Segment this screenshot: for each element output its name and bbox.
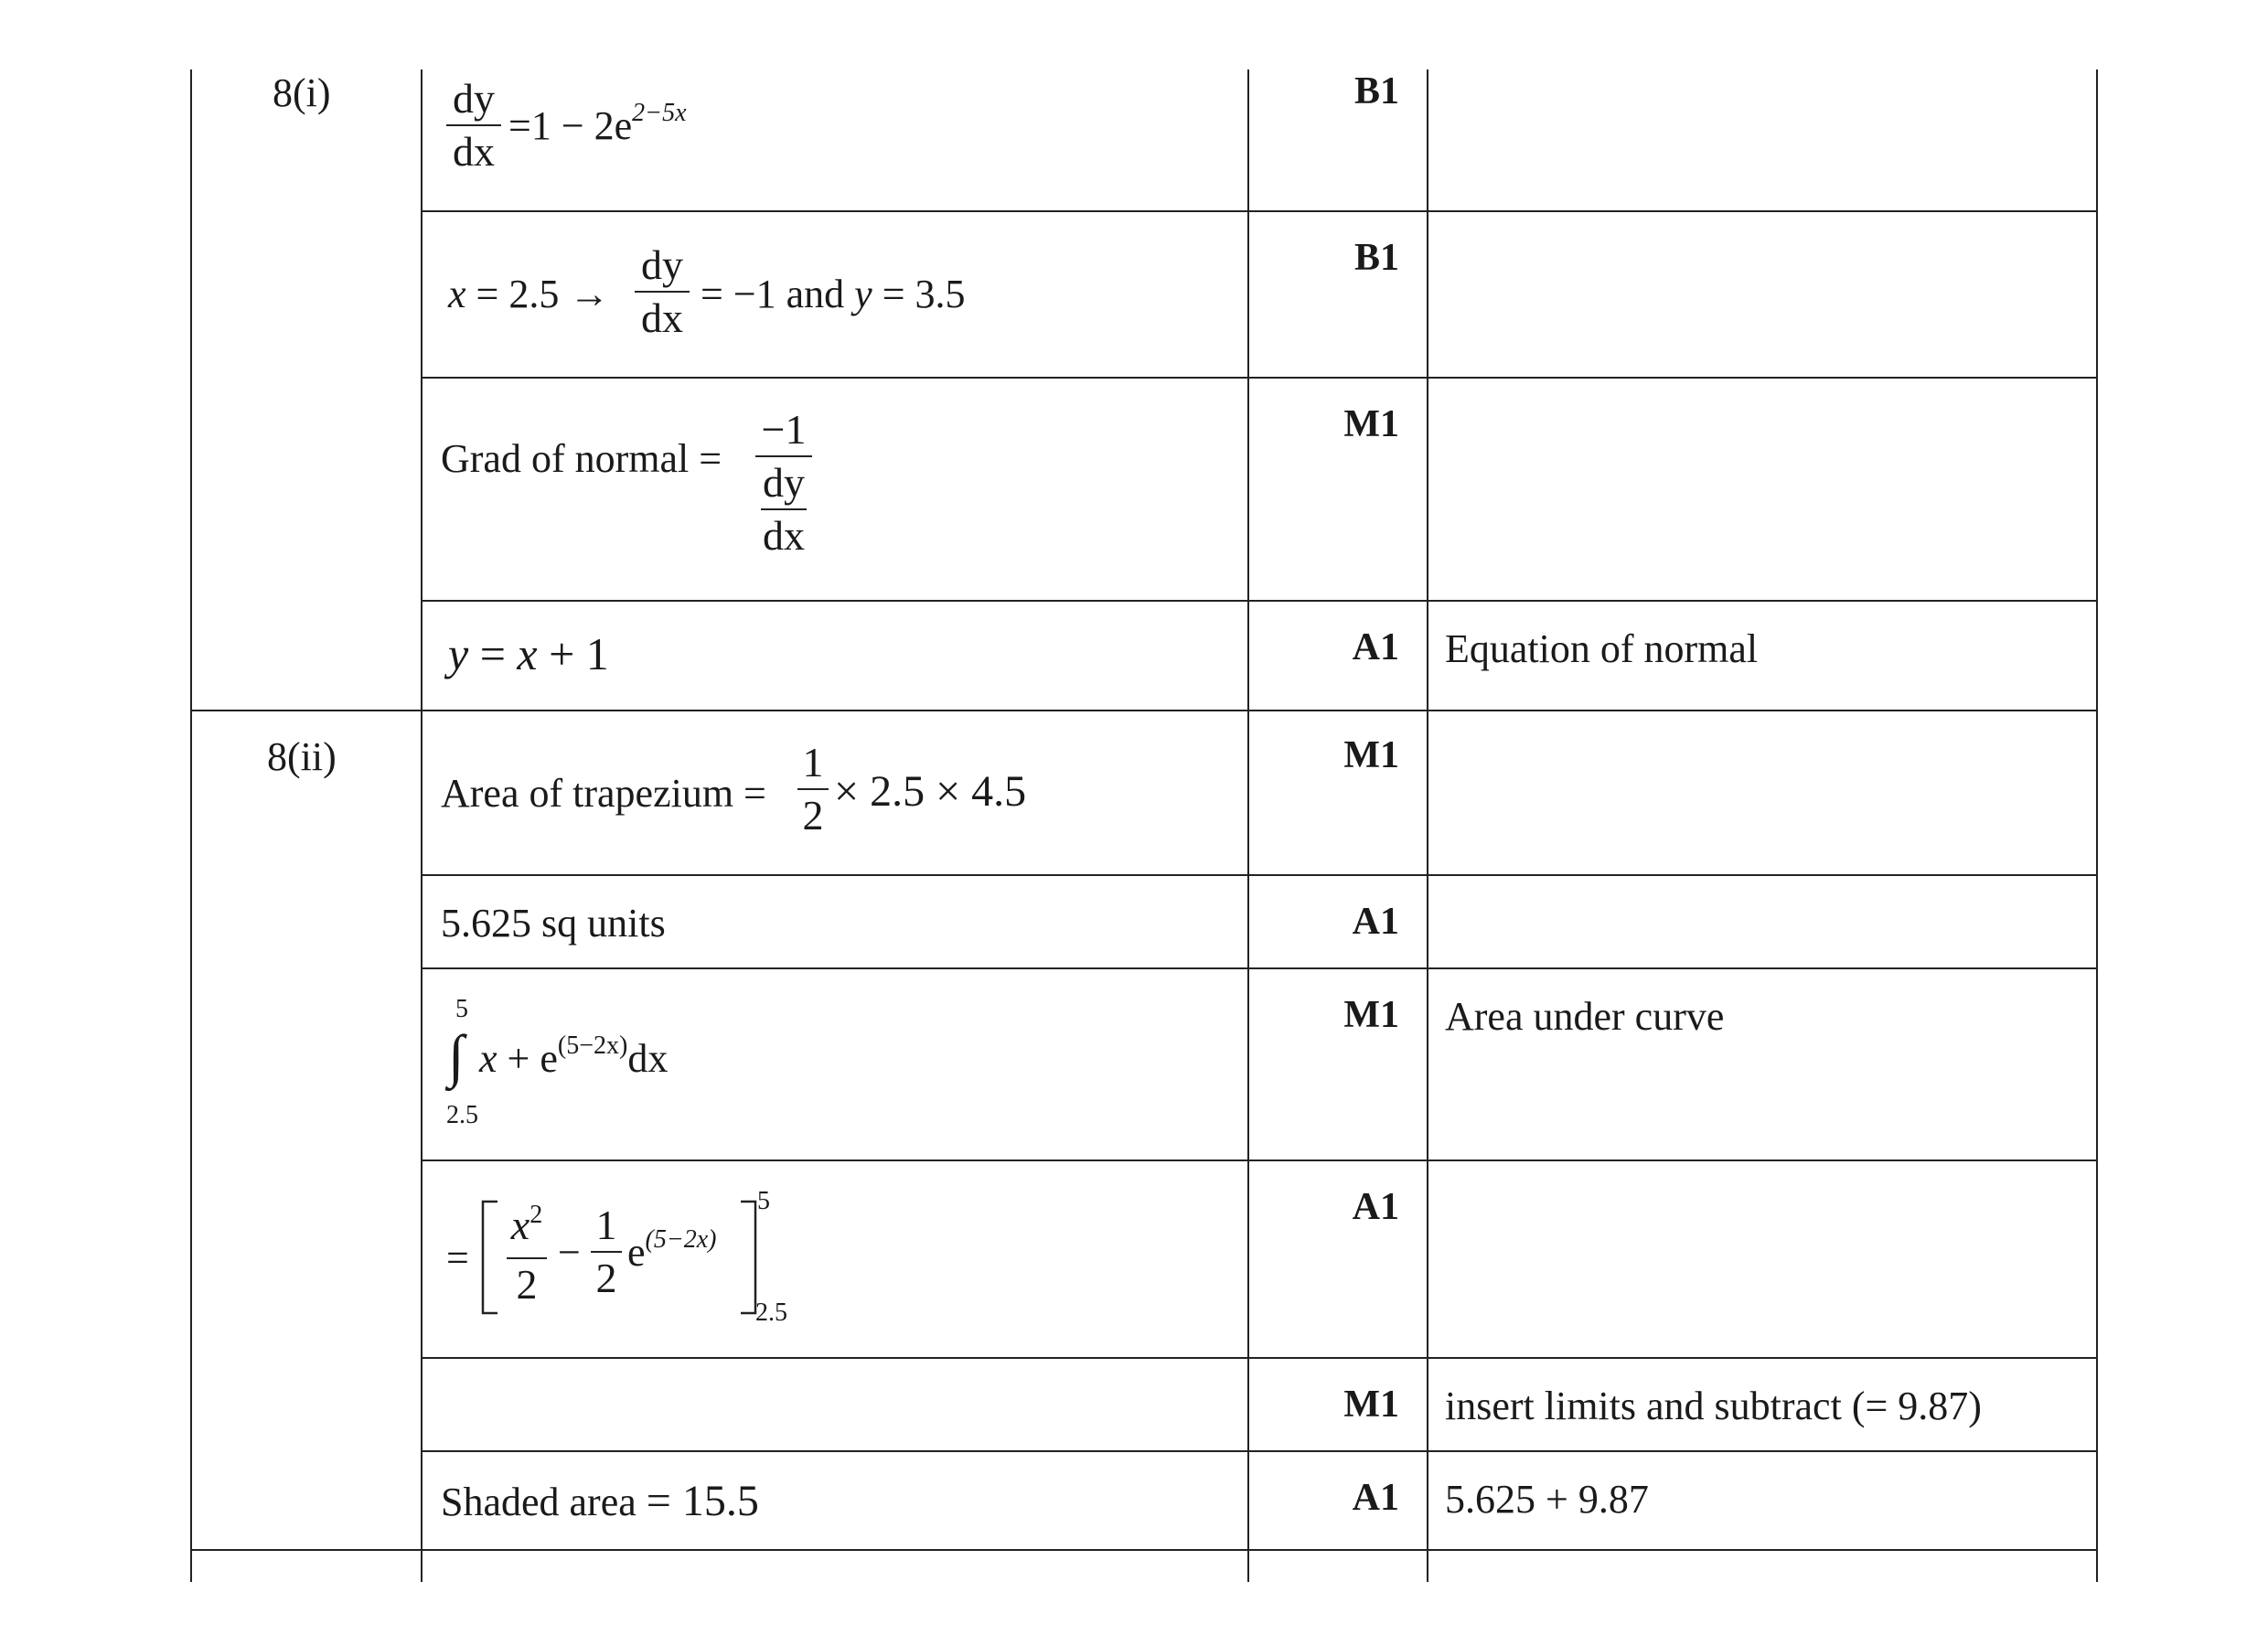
expression-text: = xyxy=(468,628,518,679)
row-divider-full xyxy=(190,1549,2098,1551)
derivative-fraction xyxy=(446,73,501,177)
comment-cell: 5.625 + 9.87 xyxy=(1445,1477,1649,1522)
variable-x: x xyxy=(517,628,538,679)
mark-cell: A1 xyxy=(1352,901,1399,943)
border-right xyxy=(2096,69,2098,1582)
expression-text: + 1 xyxy=(537,628,609,679)
minus-sign: − xyxy=(558,1230,581,1275)
variable-x: x xyxy=(479,1036,497,1081)
x-squared-fraction xyxy=(507,1200,547,1310)
comment-cell: Area under curve xyxy=(1445,994,1725,1039)
mark-cell: M1 xyxy=(1343,1384,1399,1426)
exponent: (5−2x) xyxy=(645,1225,717,1254)
frac-denominator: dx xyxy=(641,294,683,341)
variable-y: y xyxy=(448,628,469,679)
expression-text: =1 − 2e xyxy=(508,103,633,148)
integral-sign: ∫ xyxy=(448,1023,465,1088)
derivative-expression xyxy=(508,99,687,149)
row-divider-full xyxy=(190,710,2098,711)
substitution-rhs xyxy=(701,271,966,317)
frac-denominator: dx xyxy=(453,128,495,175)
bracket-lower-limit: 2.5 xyxy=(755,1298,787,1327)
half-fraction xyxy=(797,737,829,841)
differential: dx xyxy=(627,1036,669,1081)
frac-numerator: −1 xyxy=(761,406,807,453)
row-divider xyxy=(421,377,2098,379)
frac-denominator: 2 xyxy=(802,792,824,839)
integrand xyxy=(479,1031,669,1082)
normal-equation xyxy=(448,627,609,680)
exponent: (5−2x) xyxy=(557,1031,628,1060)
question-number: 8(ii) xyxy=(267,734,337,779)
trapezium-result: 5.625 sq units xyxy=(441,901,666,946)
mark-cell: M1 xyxy=(1343,403,1399,445)
frac-inner-numerator: dy xyxy=(763,459,805,506)
frac-inner-denominator: dx xyxy=(763,512,805,559)
integral-upper-limit: 5 xyxy=(455,995,468,1023)
frac-denominator: 2 xyxy=(516,1261,538,1308)
row-divider xyxy=(421,1159,2098,1161)
mark-cell: A1 xyxy=(1352,1186,1399,1228)
expression-text: + e xyxy=(497,1036,558,1081)
integral-lower-limit: 2.5 xyxy=(446,1101,478,1129)
mark-cell: M1 xyxy=(1343,994,1399,1036)
row-divider xyxy=(421,600,2098,602)
variable-x: x xyxy=(448,272,466,316)
comment-cell: insert limits and subtract (= 9.87) xyxy=(1445,1384,1982,1428)
mark-cell: B1 xyxy=(1353,237,1399,279)
frac-numerator: 1 xyxy=(802,739,824,785)
border-mark xyxy=(1427,69,1428,1582)
substitution-lhs xyxy=(448,271,609,317)
row-divider xyxy=(421,1450,2098,1452)
trapezium-product: × 2.5 × 4.5 xyxy=(834,767,1027,816)
row-divider xyxy=(421,874,2098,876)
exponent: 2−5x xyxy=(632,99,687,127)
frac-numerator: 1 xyxy=(595,1202,617,1248)
left-bracket xyxy=(479,1200,501,1315)
expression-text: = 2.5 → xyxy=(465,272,610,316)
border-qno xyxy=(421,69,423,1582)
frac-numerator: $x^2$ xyxy=(510,1201,543,1248)
frac-numerator: dy xyxy=(641,241,683,288)
exponential-term xyxy=(627,1225,717,1276)
question-number: 8(i) xyxy=(273,70,331,115)
row-divider xyxy=(421,1357,2098,1359)
mark-cell: A1 xyxy=(1352,1477,1399,1519)
expression-text: = −1 and xyxy=(701,272,845,316)
bracket-upper-limit: 5 xyxy=(757,1187,770,1215)
expression-text: e xyxy=(627,1230,646,1275)
border-left xyxy=(190,69,192,1582)
row-divider xyxy=(421,967,2098,969)
shaded-area-value: = 15.5 xyxy=(646,1477,759,1525)
equals-sign: = xyxy=(446,1235,469,1280)
derivative-fraction xyxy=(635,240,690,344)
frac-numerator: dy xyxy=(453,75,495,122)
variable-y: y xyxy=(854,272,872,316)
gradient-label: Grad of normal = xyxy=(441,436,722,481)
border-answer xyxy=(1247,69,1249,1582)
shaded-area-result xyxy=(441,1476,759,1526)
shaded-area-label: Shaded area xyxy=(441,1480,637,1524)
mark-cell: A1 xyxy=(1352,626,1399,668)
comment-cell: Equation of normal xyxy=(1445,626,1759,671)
mark-cell: M1 xyxy=(1343,734,1399,776)
row-divider xyxy=(421,210,2098,212)
half-fraction xyxy=(591,1200,622,1304)
trapezium-label: Area of trapezium = xyxy=(441,771,766,816)
expression-text: = 3.5 xyxy=(872,272,966,316)
gradient-fraction xyxy=(755,404,812,561)
mark-cell: B1 xyxy=(1353,70,1399,112)
frac-denominator: 2 xyxy=(595,1255,617,1301)
